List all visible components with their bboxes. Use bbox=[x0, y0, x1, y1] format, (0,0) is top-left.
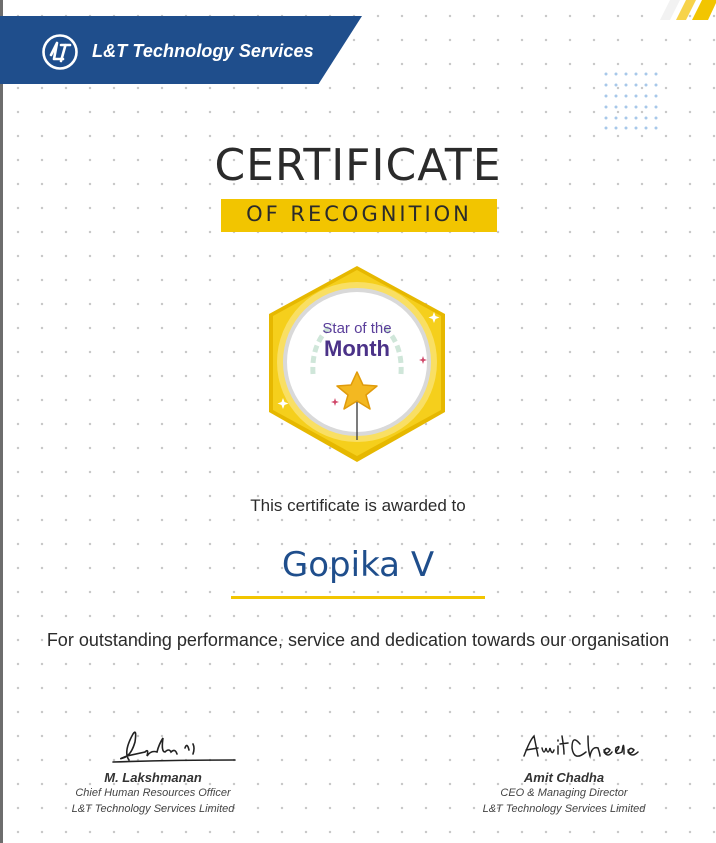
brand-name: L&T Technology Services bbox=[92, 41, 314, 61]
signatory-right bbox=[444, 722, 684, 817]
dot-grid-decoration bbox=[603, 71, 659, 131]
certificate-title: CERTIFICATE bbox=[214, 140, 502, 191]
corner-stripes-decoration bbox=[646, 0, 716, 20]
star-of-month-badge bbox=[263, 262, 451, 468]
signature-chadha bbox=[464, 722, 664, 768]
signatory-name: Amit Chadha bbox=[523, 770, 605, 785]
signatory-org: L&T Technology Services Limited bbox=[482, 803, 646, 815]
badge-label-top: Star of the bbox=[322, 320, 392, 337]
signatory-name: M. Lakshmanan bbox=[104, 770, 202, 785]
page-border-left bbox=[0, 0, 3, 843]
award-citation: For outstanding performance, service and dedication towards our organisation bbox=[46, 630, 670, 650]
lt-logo-icon bbox=[41, 33, 79, 71]
signatory-role: Chief Human Resources Officer bbox=[75, 787, 231, 799]
award-intro: This certificate is awarded to bbox=[250, 496, 466, 515]
signatory-left bbox=[33, 722, 273, 817]
badge-label-main: Month bbox=[324, 336, 390, 361]
certificate-subtitle: OF RECOGNITION bbox=[246, 202, 472, 226]
recipient-name: Gopika V bbox=[281, 545, 435, 585]
recipient-underline bbox=[231, 596, 485, 599]
signatory-org: L&T Technology Services Limited bbox=[71, 803, 235, 815]
signatory-role: CEO & Managing Director bbox=[500, 787, 628, 799]
signature-lakshmanan bbox=[53, 722, 253, 768]
